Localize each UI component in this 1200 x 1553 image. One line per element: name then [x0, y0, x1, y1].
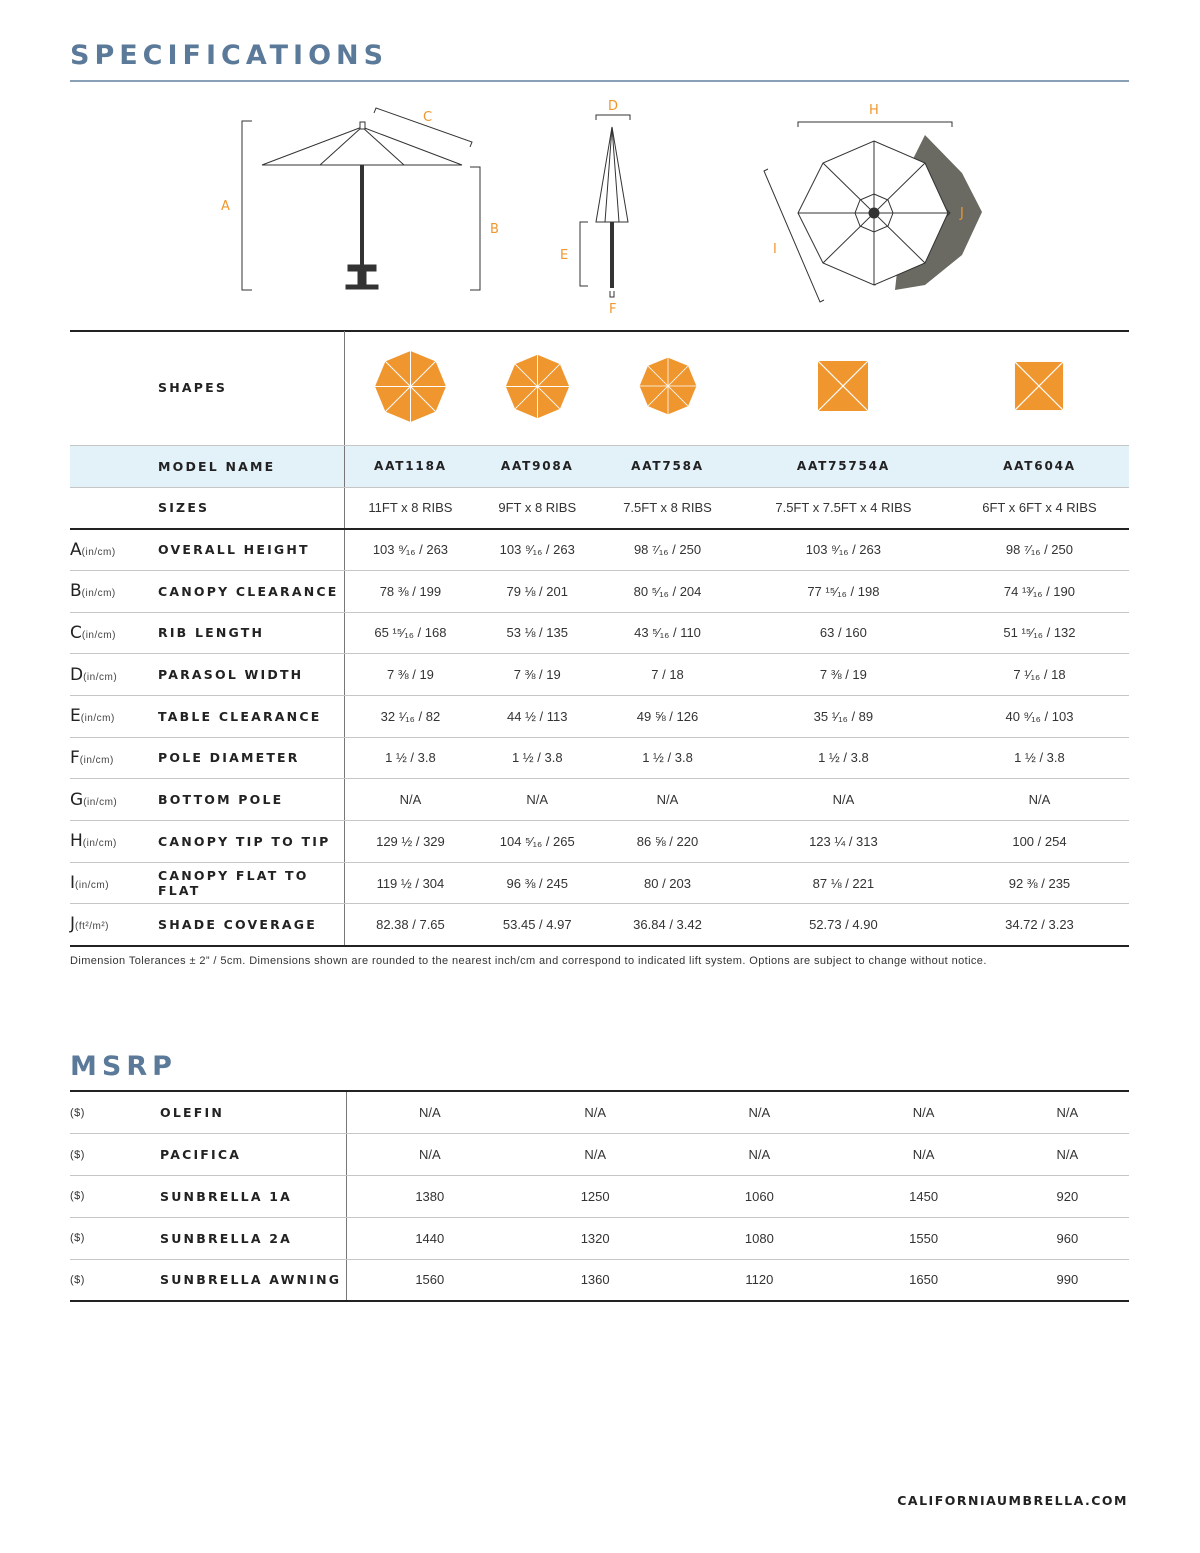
dimension-unit: (in/cm) [81, 588, 116, 600]
dimension-letter: D [70, 664, 84, 685]
price-cell: N/A [842, 1134, 1006, 1176]
spec-row [70, 821, 1129, 863]
spec-row [70, 737, 1129, 779]
dimension-key [70, 570, 158, 612]
spec-value-cell: 123 ¼ / 313 [737, 821, 950, 863]
spec-value-cell: 86 ⅝ / 220 [598, 821, 737, 863]
spec-value-cell: 43 ⁵⁄₁₆ / 110 [598, 612, 737, 654]
shapes-row [70, 331, 1129, 445]
spec-value-cell: 98 ⁷⁄₁₆ / 250 [598, 529, 737, 571]
spec-value-cell: 103 ⁹⁄₁₆ / 263 [476, 529, 598, 571]
dimension-key [70, 695, 158, 737]
spec-value-cell: 1 ½ / 3.8 [344, 737, 476, 779]
price-cell: 1080 [677, 1217, 841, 1259]
spec-value-cell: 79 ⅛ / 201 [476, 570, 598, 612]
model-name-cell: AAT908A [476, 445, 598, 487]
spec-value-cell: 1 ½ / 3.8 [950, 737, 1129, 779]
dimension-unit: (in/cm) [81, 629, 116, 641]
price-cell: 1360 [513, 1259, 677, 1301]
dimension-key [70, 821, 158, 863]
dimension-letter: C [70, 622, 82, 643]
dimension-label: OVERALL HEIGHT [158, 529, 344, 571]
dimension-unit: (in/cm) [79, 754, 114, 766]
dimension-unit: (in/cm) [75, 880, 110, 892]
price-cell: N/A [1006, 1092, 1129, 1134]
square-icon [817, 360, 869, 412]
spec-value-cell: 98 ⁷⁄₁₆ / 250 [950, 529, 1129, 571]
spec-value-cell: 82.38 / 7.65 [344, 904, 476, 946]
spec-value-cell: 65 ¹⁵⁄₁₆ / 168 [344, 612, 476, 654]
shape-cell-5 [950, 331, 1129, 445]
price-cell: N/A [346, 1092, 513, 1134]
spec-value-cell: 52.73 / 4.90 [737, 904, 950, 946]
shape-cell-2 [476, 331, 598, 445]
spec-value-cell: 53.45 / 4.97 [476, 904, 598, 946]
shape-cell-3 [598, 331, 737, 445]
top-view-octagon [764, 122, 982, 302]
octagon-icon [504, 353, 571, 420]
dimension-label: POLE DIAMETER [158, 737, 344, 779]
spec-value-cell: 49 ⅝ / 126 [598, 695, 737, 737]
spec-value-cell: 77 ¹⁵⁄₁₆ / 198 [737, 570, 950, 612]
title-divider [70, 80, 1129, 82]
spec-value-cell: N/A [950, 779, 1129, 821]
spec-value-cell: 51 ¹⁵⁄₁₆ / 132 [950, 612, 1129, 654]
price-cell: N/A [513, 1134, 677, 1176]
spec-row [70, 862, 1129, 904]
price-cell: 920 [1006, 1176, 1129, 1218]
spec-value-cell: 7 / 18 [598, 654, 737, 696]
dimension-unit: (ft²/m²) [75, 921, 110, 933]
dimension-key [70, 779, 158, 821]
dimension-key [70, 862, 158, 904]
dim-letter-f: F [609, 302, 617, 317]
dimension-label: TABLE CLEARANCE [158, 695, 344, 737]
spec-value-cell: 103 ⁹⁄₁₆ / 263 [344, 529, 476, 571]
spec-value-cell: 1 ½ / 3.8 [598, 737, 737, 779]
spec-value-cell: 40 ⁹⁄₁₆ / 103 [950, 695, 1129, 737]
currency-label: ($) [70, 1217, 160, 1259]
spec-value-cell: 92 ⅜ / 235 [950, 862, 1129, 904]
model-name-row [70, 445, 1129, 487]
spec-value-cell: 7 ⅜ / 19 [344, 654, 476, 696]
spec-value-cell: 1 ½ / 3.8 [737, 737, 950, 779]
dimension-letter: A [70, 539, 82, 560]
dimension-unit: (in/cm) [83, 796, 118, 808]
dimension-label: CANOPY FLAT TO FLAT [158, 862, 344, 904]
spec-value-cell: 119 ½ / 304 [344, 862, 476, 904]
dim-letter-b: B [490, 222, 499, 237]
spec-value-cell: 100 / 254 [950, 821, 1129, 863]
side-view-umbrella [242, 108, 480, 290]
size-cell: 7.5FT x 7.5FT x 4 RIBS [737, 487, 950, 529]
shapes-label: SHAPES [158, 331, 344, 445]
sizes-label: SIZES [158, 487, 344, 529]
msrp-row [70, 1217, 1129, 1259]
spec-value-cell: N/A [476, 779, 598, 821]
price-cell: N/A [677, 1092, 841, 1134]
price-cell: 1650 [842, 1259, 1006, 1301]
currency-label: ($) [70, 1176, 160, 1218]
dimension-label: CANOPY CLEARANCE [158, 570, 344, 612]
model-name-label: MODEL NAME [158, 445, 344, 487]
spec-value-cell: 87 ⅛ / 221 [737, 862, 950, 904]
spec-value-cell: 103 ⁹⁄₁₆ / 263 [737, 529, 950, 571]
umbrella-dimension-diagram [200, 95, 1000, 320]
dimension-label: PARASOL WIDTH [158, 654, 344, 696]
spec-value-cell: 36.84 / 3.42 [598, 904, 737, 946]
price-cell: N/A [346, 1134, 513, 1176]
model-name-cell: AAT118A [344, 445, 476, 487]
spec-row [70, 695, 1129, 737]
specifications-table [70, 331, 1129, 947]
price-cell: 1550 [842, 1217, 1006, 1259]
model-name-cell: AAT604A [950, 445, 1129, 487]
dimension-label: CANOPY TIP TO TIP [158, 821, 344, 863]
price-cell: N/A [842, 1092, 1006, 1134]
dimension-letter: B [70, 581, 82, 602]
spec-value-cell: 53 ⅛ / 135 [476, 612, 598, 654]
dimension-key [70, 654, 158, 696]
currency-label: ($) [70, 1259, 160, 1301]
spec-value-cell: 35 ¹⁄₁₆ / 89 [737, 695, 950, 737]
msrp-row [70, 1259, 1129, 1301]
price-cell: N/A [513, 1092, 677, 1134]
spec-value-cell: 63 / 160 [737, 612, 950, 654]
dim-letter-i: I [773, 242, 777, 257]
dimension-label: BOTTOM POLE [158, 779, 344, 821]
spec-value-cell: 96 ⅜ / 245 [476, 862, 598, 904]
price-cell: 1450 [842, 1176, 1006, 1218]
octagon-icon [638, 356, 698, 416]
dimension-letter: J [70, 914, 76, 935]
tolerance-note: Dimension Tolerances ± 2” / 5cm. Dimensions shown are rounded to the nearest inch/cm and correspond to indicated lift system. Options are subject to change without notice. [70, 955, 987, 967]
dimension-key [70, 737, 158, 779]
spec-value-cell: 78 ⅜ / 199 [344, 570, 476, 612]
fabric-label: OLEFIN [160, 1092, 346, 1134]
spec-row [70, 654, 1129, 696]
model-name-cell: AAT758A [598, 445, 737, 487]
msrp-row [70, 1092, 1129, 1134]
price-cell: 1440 [346, 1217, 513, 1259]
dimension-key [70, 529, 158, 571]
spec-row [70, 612, 1129, 654]
dimension-label: RIB LENGTH [158, 612, 344, 654]
dimension-letter: H [70, 831, 83, 852]
dimension-key [70, 904, 158, 946]
spec-value-cell: 80 ⁵⁄₁₆ / 204 [598, 570, 737, 612]
spec-value-cell: 7 ⅜ / 19 [476, 654, 598, 696]
spec-value-cell: 74 ¹³⁄₁₆ / 190 [950, 570, 1129, 612]
size-cell: 7.5FT x 8 RIBS [598, 487, 737, 529]
footer-website: CALIFORNIAUMBRELLA.COM [897, 1493, 1128, 1508]
price-cell: N/A [677, 1134, 841, 1176]
dim-letter-d: D [608, 99, 619, 114]
spec-value-cell: 7 ⅜ / 19 [737, 654, 950, 696]
price-cell: 1250 [513, 1176, 677, 1218]
price-cell: 960 [1006, 1217, 1129, 1259]
price-cell: 1120 [677, 1259, 841, 1301]
square-icon [1014, 361, 1064, 411]
currency-label: ($) [70, 1134, 160, 1176]
dimension-letter: G [70, 789, 84, 810]
closed-umbrella [580, 115, 630, 297]
price-cell: 990 [1006, 1259, 1129, 1301]
spec-row [70, 904, 1129, 946]
spec-row [70, 570, 1129, 612]
shape-cell-4 [737, 331, 950, 445]
shape-cell-1 [344, 331, 476, 445]
fabric-label: SUNBRELLA 2A [160, 1217, 346, 1259]
dimension-unit: (in/cm) [80, 713, 115, 725]
dimension-unit: (in/cm) [81, 546, 116, 558]
dim-letter-j: J [960, 206, 964, 221]
dim-letter-a: A [221, 199, 230, 214]
dimension-unit: (in/cm) [83, 671, 118, 683]
msrp-row [70, 1176, 1129, 1218]
fabric-label: SUNBRELLA 1A [160, 1176, 346, 1218]
price-cell: 1060 [677, 1176, 841, 1218]
model-name-cell: AAT75754A [737, 445, 950, 487]
spec-value-cell: N/A [598, 779, 737, 821]
currency-label: ($) [70, 1092, 160, 1134]
dimension-letter: F [70, 747, 80, 768]
spec-value-cell: 44 ½ / 113 [476, 695, 598, 737]
spec-row [70, 779, 1129, 821]
fabric-label: PACIFICA [160, 1134, 346, 1176]
dimension-unit: (in/cm) [82, 838, 117, 850]
dimension-letter: E [70, 706, 81, 727]
price-cell: 1320 [513, 1217, 677, 1259]
specifications-title: SPECIFICATIONS [70, 40, 389, 71]
spec-value-cell: N/A [344, 779, 476, 821]
size-cell: 9FT x 8 RIBS [476, 487, 598, 529]
spec-value-cell: 129 ½ / 329 [344, 821, 476, 863]
price-cell: N/A [1006, 1134, 1129, 1176]
spec-value-cell: 80 / 203 [598, 862, 737, 904]
dimension-label: SHADE COVERAGE [158, 904, 344, 946]
spec-value-cell: 34.72 / 3.23 [950, 904, 1129, 946]
spec-value-cell: 1 ½ / 3.8 [476, 737, 598, 779]
price-cell: 1560 [346, 1259, 513, 1301]
price-cell: 1380 [346, 1176, 513, 1218]
size-cell: 6FT x 6FT x 4 RIBS [950, 487, 1129, 529]
spec-row [70, 529, 1129, 571]
dimension-letter: I [70, 873, 76, 894]
spec-value-cell: 7 ¹⁄₁₆ / 18 [950, 654, 1129, 696]
sizes-row [70, 487, 1129, 529]
msrp-table [70, 1092, 1129, 1302]
dim-letter-e: E [560, 248, 569, 263]
msrp-row [70, 1134, 1129, 1176]
spec-value-cell: 104 ⁵⁄₁₆ / 265 [476, 821, 598, 863]
dim-letter-h: H [869, 103, 879, 118]
spec-value-cell: 32 ¹⁄₁₆ / 82 [344, 695, 476, 737]
fabric-label: SUNBRELLA AWNING [160, 1259, 346, 1301]
spec-value-cell: N/A [737, 779, 950, 821]
dim-letter-c: C [423, 110, 433, 125]
octagon-icon [373, 349, 448, 424]
msrp-title: MSRP [70, 1051, 177, 1082]
dimension-key [70, 612, 158, 654]
size-cell: 11FT x 8 RIBS [344, 487, 476, 529]
